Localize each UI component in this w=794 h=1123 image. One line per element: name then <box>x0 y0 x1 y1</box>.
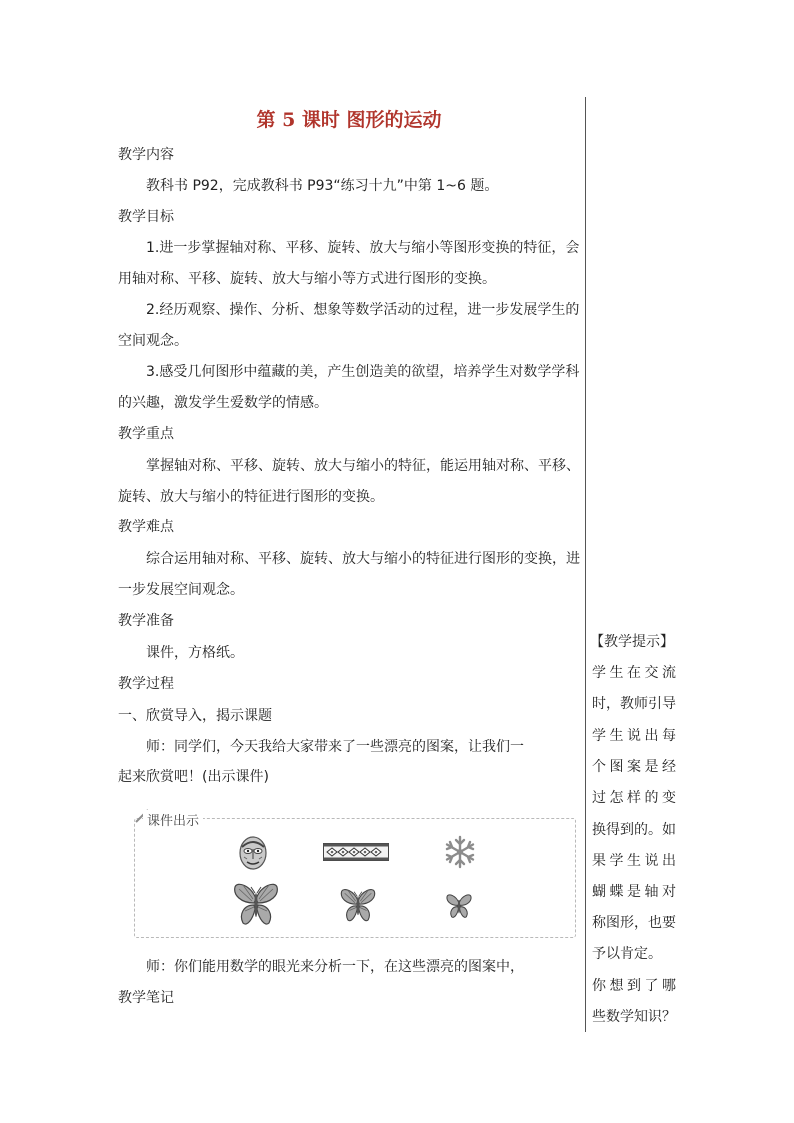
difficult-heading: 教学难点 <box>118 519 174 535</box>
sidebar-line: 学生在交流 <box>592 665 676 681</box>
sidebar-heading: 【教学提示】 <box>590 634 674 650</box>
difficult-line2: 一步发展空间观念。 <box>118 582 244 598</box>
sidebar-line: 你想到了哪 <box>592 978 676 994</box>
goals-heading: 教学目标 <box>118 209 174 225</box>
sidebar-line: 换得到的。如 <box>592 822 676 838</box>
sidebar-line: 称图形，也要 <box>592 915 676 931</box>
courseware-box <box>134 814 576 938</box>
goal2-line1: 2.经历观察、操作、分析、想象等数学活动的过程，进一步发展学生的 <box>146 302 580 318</box>
courseware-label: 课件出示 <box>143 810 203 829</box>
butterfly-small-icon <box>446 893 472 919</box>
page-title: 第 5 课时 图形的运动 <box>256 109 442 131</box>
margin-rule <box>585 97 586 1032</box>
sidebar-line: 学生说出每 <box>592 728 676 744</box>
sidebar-line: 时，教师引导 <box>592 696 676 712</box>
notes-heading: 教学笔记 <box>118 990 174 1006</box>
teacher-line2: 起来欣赏吧！(出示课件) <box>118 769 269 785</box>
prep-heading: 教学准备 <box>118 613 174 629</box>
sidebar-line: 些数学知识？ <box>592 1009 676 1025</box>
teacher-question: 师：你们能用数学的眼光来分析一下，在这些漂亮的图案中， <box>146 959 524 975</box>
content-heading: 教学内容 <box>118 147 174 163</box>
goal1-line1: 1.进一步掌握轴对称、平移、旋转、放大与缩小等图形变换的特征，会 <box>146 240 580 256</box>
sidebar-line: 蝴蝶是轴对 <box>592 884 676 900</box>
teacher-line1: 师：同学们，今天我给大家带来了一些漂亮的图案，让我们一 <box>146 739 524 755</box>
butterfly-large-icon <box>233 881 279 927</box>
key-line1: 掌握轴对称、平移、旋转、放大与缩小的特征，能运用轴对称、平移、 <box>146 458 580 474</box>
step1-heading: 一、欣赏导入，揭示课题 <box>118 708 272 724</box>
opera-mask-icon <box>238 835 268 871</box>
difficult-line1: 综合运用轴对称、平移、旋转、放大与缩小的特征进行图形的变换，进 <box>146 551 580 567</box>
goal3-line2: 的兴趣，激发学生爱数学的情感。 <box>118 395 328 411</box>
goal2-line2: 空间观念。 <box>118 333 188 349</box>
process-heading: 教学过程 <box>118 676 174 692</box>
diamond-border-strip <box>323 843 389 861</box>
sidebar-line: 过怎样的变 <box>592 790 676 806</box>
sidebar-line: 予以肯定。 <box>592 946 662 962</box>
content-text: 教科书 P92，完成教科书 P93“练习十九”中第 1~6 题。 <box>146 178 499 194</box>
sidebar-line: 果学生说出 <box>592 853 676 869</box>
goal3-line1: 3.感受几何图形中蕴藏的美，产生创造美的欲望，培养学生对数学学科 <box>146 364 580 380</box>
butterfly-medium-icon <box>340 887 376 923</box>
key-line2: 旋转、放大与缩小的特征进行图形的变换。 <box>118 489 384 505</box>
prep-text: 课件，方格纸。 <box>146 645 244 661</box>
key-heading: 教学重点 <box>118 426 174 442</box>
sidebar-line: 个图案是经 <box>592 759 676 775</box>
snowflake-icon <box>442 835 478 869</box>
goal1-line2: 用轴对称、平移、旋转、放大与缩小等方式进行图形的变换。 <box>118 271 496 287</box>
